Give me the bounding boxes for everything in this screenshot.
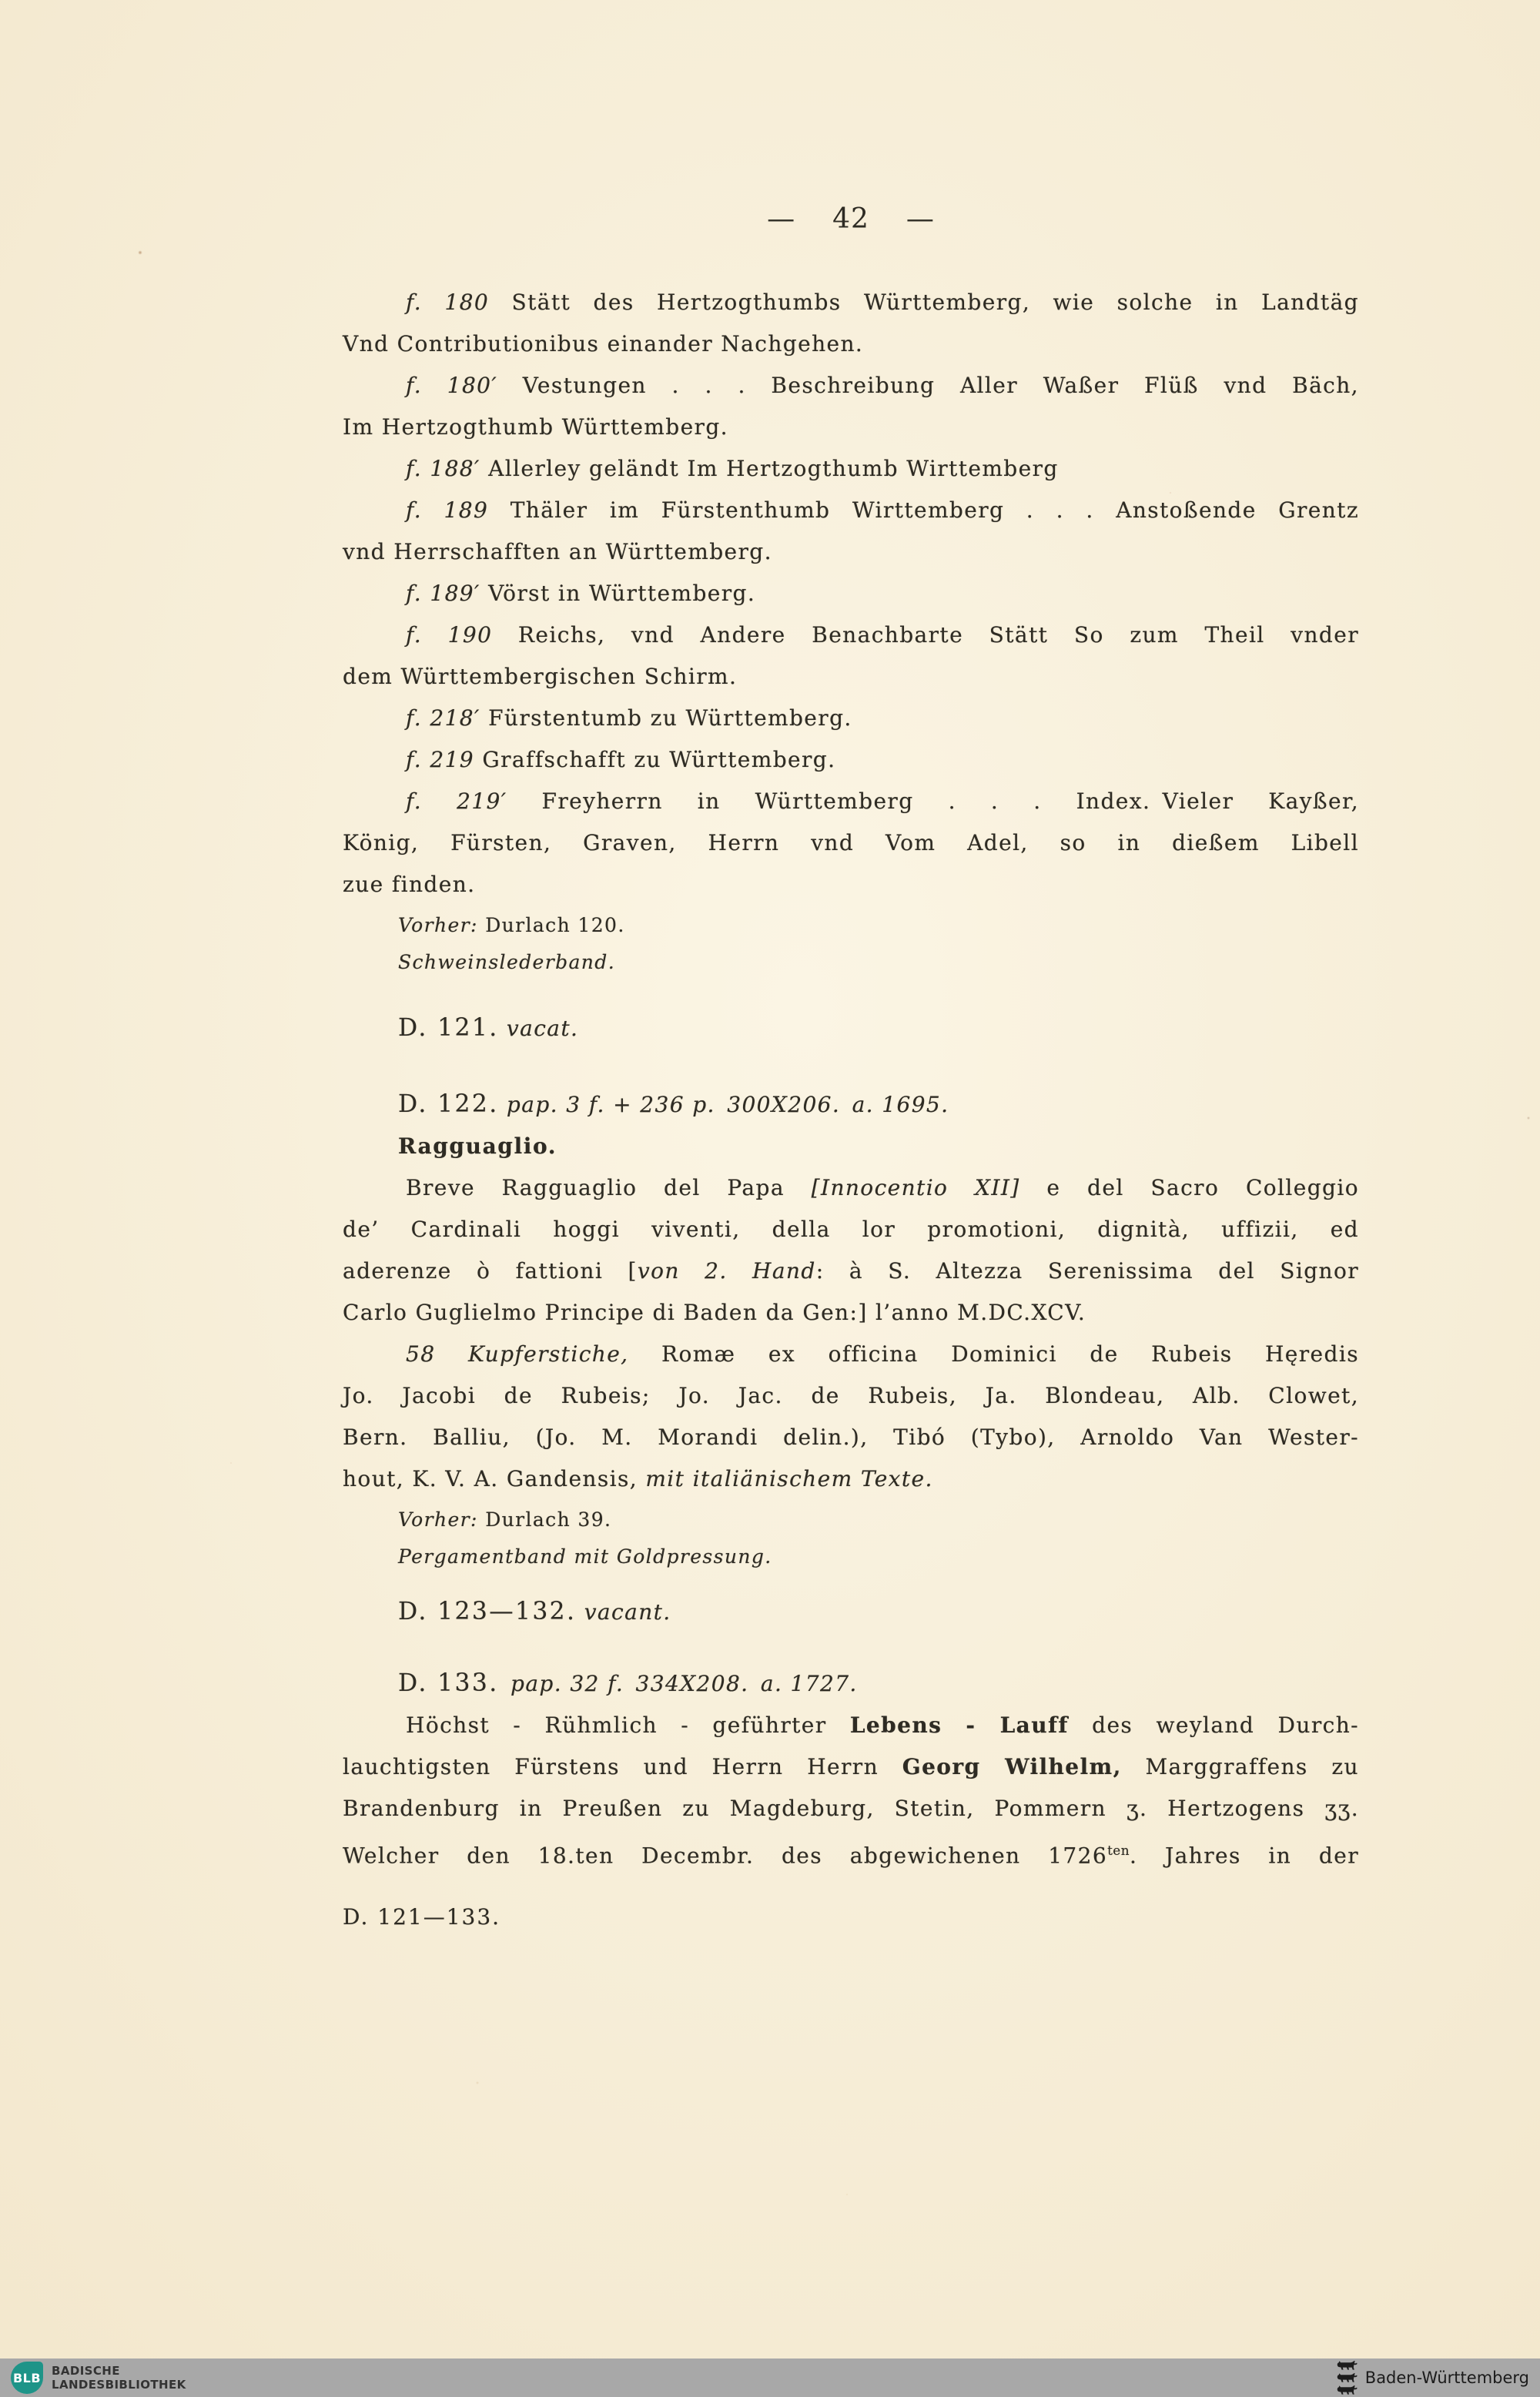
header-dash-right: — <box>906 203 935 235</box>
blb-logo-icon: BLB <box>11 2362 43 2394</box>
text-line: D. 133. pap. 32 f. 334X208. a. 1727. <box>398 1669 858 1697</box>
text-line: f. 180 Stätt des Hertzogthumbs Württemberg, wie solche in Landtäg <box>406 290 1359 315</box>
state-name: Baden-Württemberg <box>1364 2369 1529 2387</box>
page-number-header <box>343 203 1359 236</box>
text-line: f. 219′ Freyherrn in Württemberg . . . Index. Vieler Kayßer, <box>406 788 1359 814</box>
catalog-text <box>343 282 1359 1938</box>
text-line: vnd Herrschafften an Württemberg. <box>343 539 772 564</box>
provider-banner <box>0 2359 1540 2397</box>
text-line: Vorher: Durlach 120. <box>398 914 625 936</box>
text-line: D. 122. pap. 3 f. + 236 p. 300X206. a. 1695. <box>398 1090 949 1118</box>
text-line: D. 121. vacat. <box>398 1014 579 1042</box>
blb-name-line2: LANDESBIBLIOTHEK <box>52 2378 186 2392</box>
text-line: Welcher den 18.ten Decembr. des abgewichenen $1726^{ten}$. Jahres in der <box>343 1843 1359 1869</box>
text-line: hout, K. V. A. Gandensis, mit italiänischem Texte. <box>343 1466 933 1491</box>
bw-coat-of-arms-icon <box>1334 2360 1358 2395</box>
state-logo-group <box>1334 2360 1529 2395</box>
text-line: f. 189 Thäler im Fürstenthumb Wirttemberg . . . Anstoßende Grentz <box>406 497 1359 523</box>
page-number: 42 <box>832 203 869 235</box>
text-line: Jo. Jacobi de Rubeis; Jo. Jac. de Rubeis, Ja. Blondeau, Alb. Clowet, <box>343 1383 1359 1408</box>
text-line: Pergamentband mit Goldpressung. <box>398 1545 772 1568</box>
text-line: Bern. Balliu, (Jo. M. Morandi delin.), Tibó (Tybo), Arnoldo Van Wester- <box>343 1424 1359 1450</box>
text-line: 58 Kupferstiche, Romæ ex officina Dominici de Rubeis Hęredis <box>406 1341 1359 1367</box>
text-line: zue finden. <box>343 872 476 897</box>
text-line: aderenze ò fattioni [von 2. Hand: à S. Altezza Serenissima del Signor <box>343 1258 1359 1284</box>
text-line: Höchst - Rühmlich - geführter Lebens - Lauff des weyland Durch- <box>406 1712 1359 1738</box>
text-line: König, Fürsten, Graven, Herrn vnd Vom Adel, so in dießem Libell <box>343 830 1359 855</box>
entry-122 <box>343 1083 1359 1500</box>
header-dash-left: — <box>767 203 796 235</box>
entry-120-folios <box>343 282 1359 906</box>
text-line: Breve Ragguaglio del Papa [Innocentio XII] e del Sacro Colleggio <box>406 1175 1359 1200</box>
text-line: Vorher: Durlach 39. <box>398 1508 612 1531</box>
entry-120-notes <box>343 907 1359 981</box>
text-line: f. 188′ Allerley geländt Im Hertzogthumb Wirttemberg <box>406 456 1059 481</box>
blb-name-line1: BADISCHE <box>52 2364 120 2378</box>
signature <box>343 1897 1359 1938</box>
text-line: f. 218′ Fürstentumb zu Württemberg. <box>406 705 852 731</box>
text-line: Ragguaglio. <box>398 1133 557 1159</box>
text-line: f. 190 Reichs, vnd Andere Benachbarte Stätt So zum Theil vnder <box>406 622 1359 648</box>
entry-133 <box>343 1662 1359 1876</box>
entry-121 <box>343 1007 1359 1050</box>
text-line: lauchtigsten Fürstens und Herrn Herrn Georg Wilhelm, Marggraffens zu <box>343 1754 1359 1779</box>
text-line: de’ Cardinali hoggi viventi, della lor promotioni, dignità, uffizii, ed <box>343 1217 1359 1242</box>
text-line: Carlo Guglielmo Principe di Baden da Gen:] l’anno M.DC.XCV. <box>343 1300 1086 1325</box>
text-line: f. 180′ Vestungen . . . Beschreibung Aller Waßer Flüß vnd Bäch, <box>406 373 1359 398</box>
text-line: Schweinslederband. <box>398 951 616 973</box>
text-line: Im Hertzogthumb Württemberg. <box>343 414 728 440</box>
text-line: D. 121—133. <box>343 1904 501 1930</box>
text-line: f. 219 Graffschafft zu Württemberg. <box>406 747 836 772</box>
text-line: Brandenburg in Preußen zu Magdeburg, Stetin, Pommern ʒ. Hertzogens ʒʒ. <box>343 1796 1359 1821</box>
text-line: D. 123—132. vacant. <box>398 1598 671 1625</box>
entry-122-notes <box>343 1501 1359 1575</box>
text-line: f. 189′ Vörst in Württemberg. <box>406 581 756 606</box>
blb-library-name <box>52 2364 186 2392</box>
text-line: Vnd Contributionibus einander Nachgehen. <box>343 331 864 357</box>
blb-logo-group <box>11 2362 186 2394</box>
text-line: dem Württembergischen Schirm. <box>343 664 738 689</box>
entry-123-132 <box>343 1591 1359 1633</box>
